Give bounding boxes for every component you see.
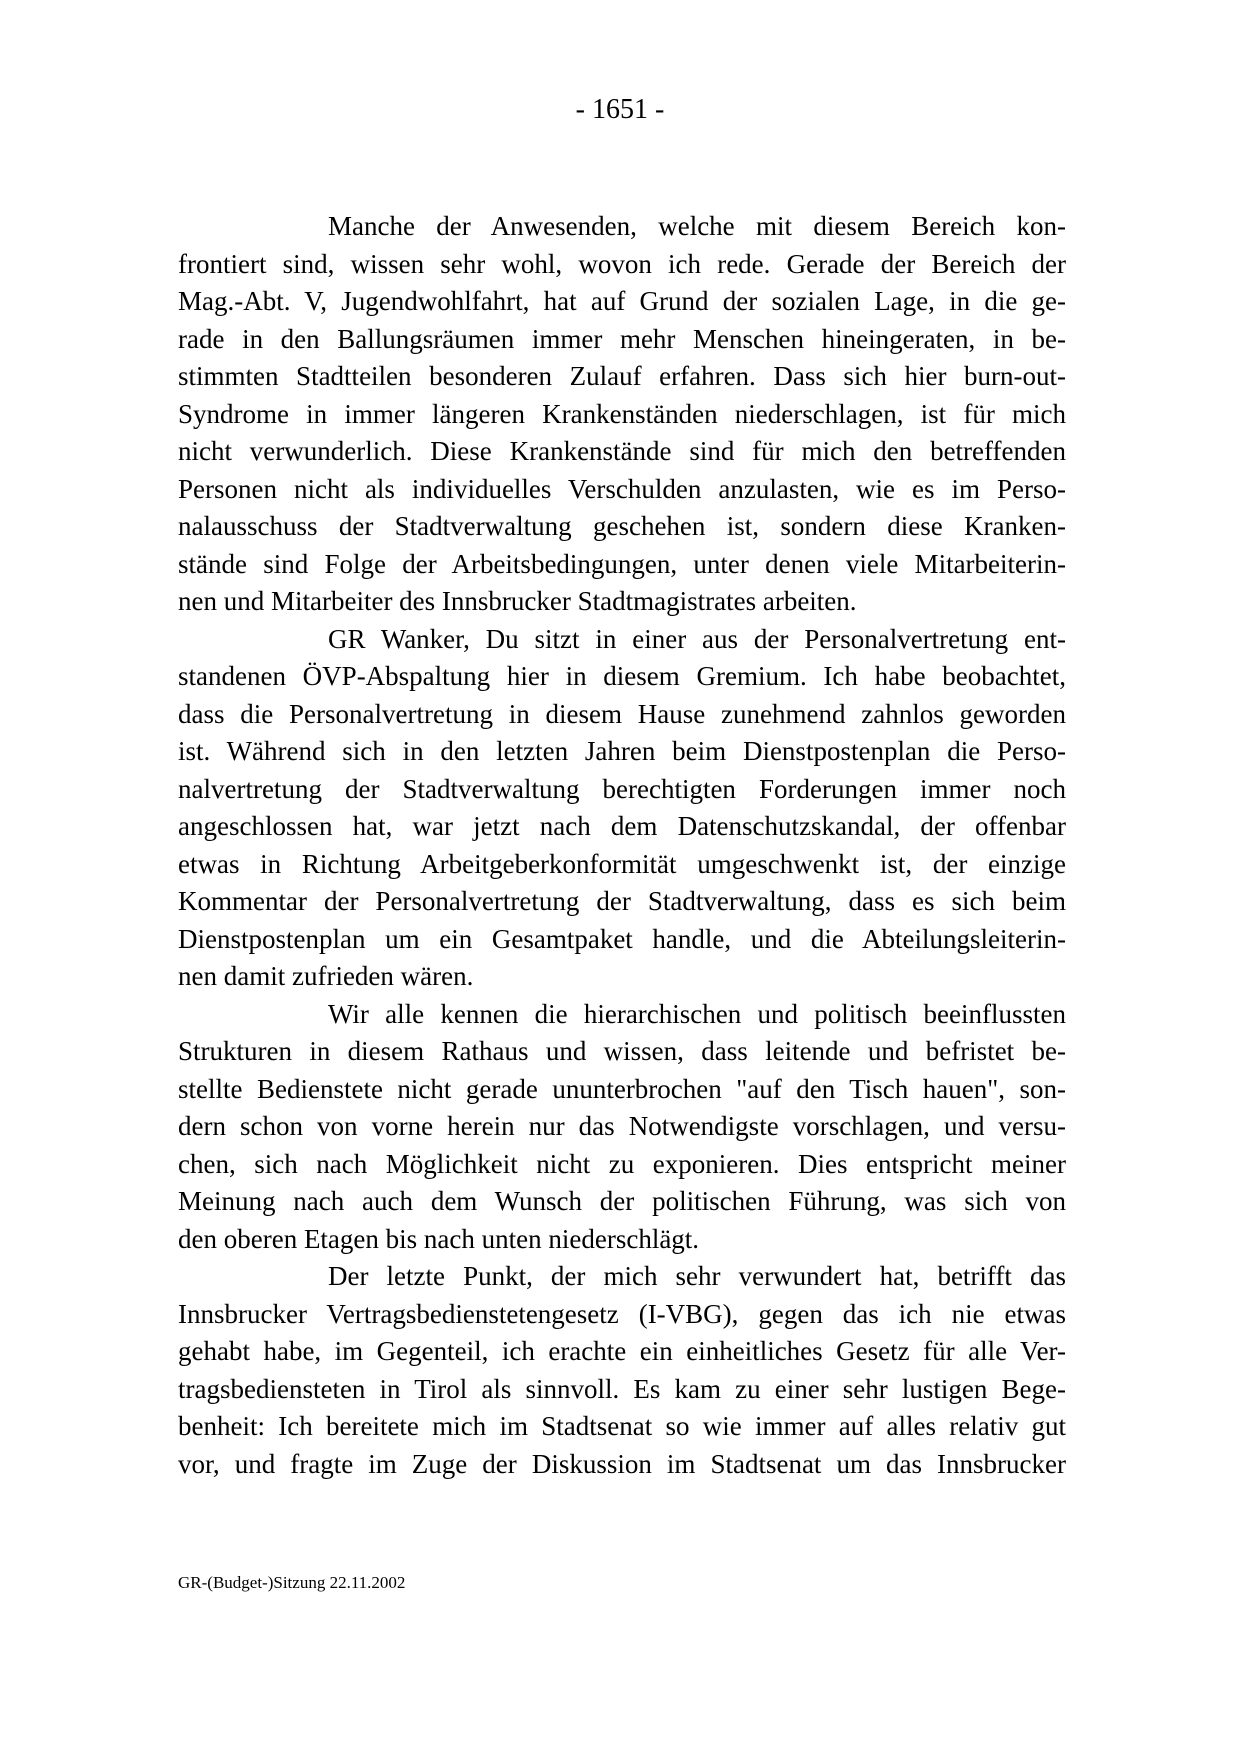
text-line: nalvertretung der Stadtverwaltung berechtigten Forderungen immer noch [178,773,1066,804]
text-line: angeschlossen hat, war jetzt nach dem Datenschutzskandal, der offenbar [178,811,1066,841]
text-line: dern schon von vorne herein nur das Notwendigste vorschlagen, und versu- [178,1111,1066,1141]
text-line: den oberen Etagen bis nach unten niederschlägt. [178,1223,700,1254]
text-line: Der letzte Punkt, der mich sehr verwundert hat, betrifft das [328,1261,1066,1291]
text-line: Personen nicht als individuelles Verschulden anzulasten, wie es im Perso- [178,473,1066,504]
text-line: stände sind Folge der Arbeitsbedingungen, unter denen viele Mitarbeiterin- [178,548,1066,579]
page-number: - 1651 - [575,94,665,125]
text-line: nen und Mitarbeiter des Innsbrucker Stadtmagistrates arbeiten. [178,586,857,616]
text-line: Kommentar der Personalvertretung der Stadtverwaltung, dass es sich beim [178,886,1066,916]
text-line: benheit: Ich bereitete mich im Stadtsenat so wie immer auf alles relativ gut [178,1411,1066,1441]
text-line: Innsbrucker Vertragsbedienstetengesetz (I-VBG), gegen das ich nie etwas [178,1298,1066,1329]
text-line: Dienstpostenplan um ein Gesamtpaket handle, und die Abteilungsleiterin- [178,923,1066,954]
paragraph-2 [178,621,1066,996]
text-line: etwas in Richtung Arbeitgeberkonformität umgeschwenkt ist, der einzige [178,848,1066,879]
text-line: nalausschuss der Stadtverwaltung geschehen ist, sondern diese Kranken- [178,511,1066,541]
text-line: Syndrome in immer längeren Krankenständen niederschlagen, ist für mich [178,398,1066,429]
text-line: dass die Personalvertretung in diesem Hause zunehmend zahnlos geworden [178,698,1066,729]
text-line: ist. Während sich in den letzten Jahren beim Dienstpostenplan die Perso- [178,736,1066,766]
text-line: GR Wanker, Du sitzt in einer aus der Personalvertretung ent- [328,623,1066,654]
text-line: Manche der Anwesenden, welche mit diesem Bereich kon- [328,211,1066,241]
document-body [178,208,1066,1483]
text-line: gehabt habe, im Gegenteil, ich erachte ein einheitliches Gesetz für alle Ver- [178,1336,1066,1366]
text-line: nicht verwunderlich. Diese Krankenstände sind für mich den betreffenden [178,436,1066,466]
paragraph-3 [178,996,1066,1259]
paragraph-4 [178,1258,1066,1483]
text-line: Meinung nach auch dem Wunsch der politischen Führung, was sich von [178,1186,1066,1216]
text-line: Wir alle kennen die hierarchischen und politisch beeinflussten [328,998,1066,1029]
footer-session-info: GR-(Budget-)Sitzung 22.11.2002 [178,1573,406,1592]
text-line: chen, sich nach Möglichkeit nicht zu exponieren. Dies entspricht meiner [178,1148,1066,1179]
text-line: frontiert sind, wissen sehr wohl, wovon ich rede. Gerade der Bereich der [178,248,1066,279]
text-line: Strukturen in diesem Rathaus und wissen, dass leitende und befristet be- [178,1036,1066,1066]
text-line: tragsbediensteten in Tirol als sinnvoll. Es kam zu einer sehr lustigen Bege- [178,1373,1066,1404]
paragraph-1 [178,208,1066,621]
text-line: rade in den Ballungsräumen immer mehr Menschen hineingeraten, in be- [178,323,1066,354]
text-line: vor, und fragte im Zuge der Diskussion im Stadtsenat um das Innsbrucker [178,1448,1066,1479]
text-line: standenen ÖVP-Abspaltung hier in diesem Gremium. Ich habe beobachtet, [178,661,1066,691]
text-line: nen damit zufrieden wären. [178,961,474,991]
text-line: stellte Bedienstete nicht gerade ununterbrochen "auf den Tisch hauen", son- [178,1073,1066,1104]
text-line: stimmten Stadtteilen besonderen Zulauf erfahren. Dass sich hier burn-out- [178,361,1066,391]
text-line: Mag.-Abt. V, Jugendwohlfahrt, hat auf Grund der sozialen Lage, in die ge- [178,286,1066,316]
